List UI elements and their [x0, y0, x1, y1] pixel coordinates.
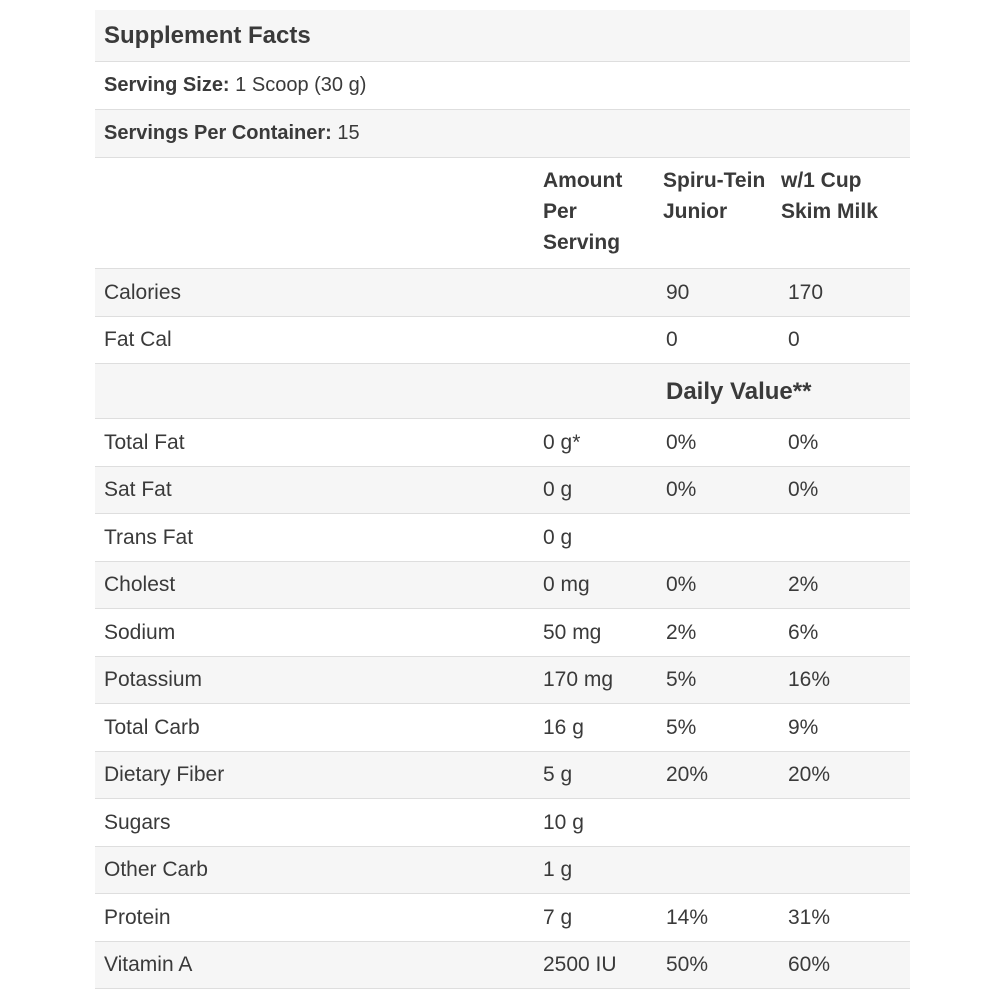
- header-product: Spiru-Tein Junior: [663, 169, 766, 223]
- servings-per-container-label: Servings Per Container:: [104, 122, 332, 144]
- column-header-row: [95, 158, 910, 269]
- nutrient-name: Sat Fat: [104, 478, 172, 502]
- nutrient-product-dv: 50%: [666, 953, 709, 977]
- nutrient-amount: 0 g: [543, 478, 573, 502]
- nutrient-amount: 7 g: [543, 905, 573, 929]
- nutrient-name: Protein: [104, 905, 171, 929]
- header-with-milk: w/1 Cup Skim Milk: [781, 169, 878, 223]
- nutrient-name: Cholest: [104, 573, 176, 597]
- nutrient-product-dv: 5%: [666, 668, 697, 692]
- nutrient-amount: 0 mg: [543, 573, 590, 597]
- serving-size-row: [95, 62, 910, 110]
- fat-cal-with-milk: 0: [788, 328, 800, 352]
- nutrient-name: Vitamin A: [104, 953, 193, 977]
- nutrient-product-dv: 0%: [666, 430, 697, 454]
- serving-size-value: 1 Scoop (30 g): [235, 74, 367, 96]
- nutrient-with-milk-dv: 60%: [788, 953, 831, 977]
- fat-cal-row: [95, 317, 910, 365]
- servings-per-container-value: 15: [337, 122, 360, 144]
- fat-cal-label: Fat Cal: [104, 328, 172, 352]
- nutrient-product-dv: 5%: [666, 715, 697, 739]
- serving-size-label: Serving Size:: [104, 74, 230, 96]
- nutrient-product-dv: 0%: [666, 478, 697, 502]
- nutrient-name: Total Fat: [104, 430, 185, 454]
- nutrient-amount: 170 mg: [543, 668, 614, 692]
- table-row: [95, 894, 910, 942]
- nutrient-amount: 10 g: [543, 810, 584, 834]
- nutrient-name: Sugars: [104, 810, 171, 834]
- table-row: [95, 562, 910, 610]
- nutrient-name: Total Carb: [104, 715, 200, 739]
- table-row: [95, 752, 910, 800]
- nutrient-rows: [95, 419, 910, 989]
- calories-product: 90: [666, 280, 690, 304]
- nutrient-name: Other Carb: [104, 858, 208, 882]
- nutrient-name: Sodium: [104, 620, 176, 644]
- nutrient-product-dv: 14%: [666, 905, 709, 929]
- nutrient-amount: 2500 IU: [543, 953, 617, 977]
- nutrient-with-milk-dv: 0%: [788, 430, 819, 454]
- nutrient-name: Dietary Fiber: [104, 763, 225, 787]
- nutrient-with-milk-dv: 0%: [788, 478, 819, 502]
- nutrient-with-milk-dv: 20%: [788, 763, 831, 787]
- fat-cal-product: 0: [666, 328, 678, 352]
- nutrient-amount: 0 g: [543, 525, 573, 549]
- nutrient-amount: 50 mg: [543, 620, 602, 644]
- supplement-facts-table: [95, 10, 910, 989]
- table-row: [95, 942, 910, 990]
- servings-per-container: [95, 118, 360, 149]
- calories-row: [95, 269, 910, 317]
- nutrient-amount: 5 g: [543, 763, 573, 787]
- nutrient-with-milk-dv: 9%: [788, 715, 819, 739]
- nutrient-product-dv: 20%: [666, 763, 709, 787]
- nutrient-amount: 16 g: [543, 715, 584, 739]
- table-row: [95, 514, 910, 562]
- nutrient-with-milk-dv: 31%: [788, 905, 831, 929]
- table-row: [95, 657, 910, 705]
- table-row: [95, 609, 910, 657]
- table-row: [95, 467, 910, 515]
- nutrient-product-dv: 2%: [666, 620, 697, 644]
- table-row: [95, 704, 910, 752]
- table-title: Supplement Facts: [104, 21, 311, 49]
- calories-with-milk: 170: [788, 280, 824, 304]
- nutrient-amount: 1 g: [543, 858, 573, 882]
- nutrient-with-milk-dv: 6%: [788, 620, 819, 644]
- nutrient-product-dv: 0%: [666, 573, 697, 597]
- header-amount: Amount Per Serving: [543, 169, 623, 254]
- nutrient-amount: 0 g*: [543, 430, 581, 454]
- table-row: [95, 799, 910, 847]
- nutrient-name: Trans Fat: [104, 525, 194, 549]
- table-row: [95, 847, 910, 895]
- serving-size: [95, 70, 366, 101]
- table-row: [95, 419, 910, 467]
- servings-per-container-row: [95, 110, 910, 158]
- calories-label: Calories: [104, 280, 182, 304]
- nutrient-with-milk-dv: 16%: [788, 668, 831, 692]
- title-row: [95, 10, 910, 62]
- daily-value-row: [95, 364, 910, 419]
- nutrient-name: Potassium: [104, 668, 203, 692]
- nutrient-with-milk-dv: 2%: [788, 573, 819, 597]
- daily-value-heading: Daily Value**: [666, 377, 812, 405]
